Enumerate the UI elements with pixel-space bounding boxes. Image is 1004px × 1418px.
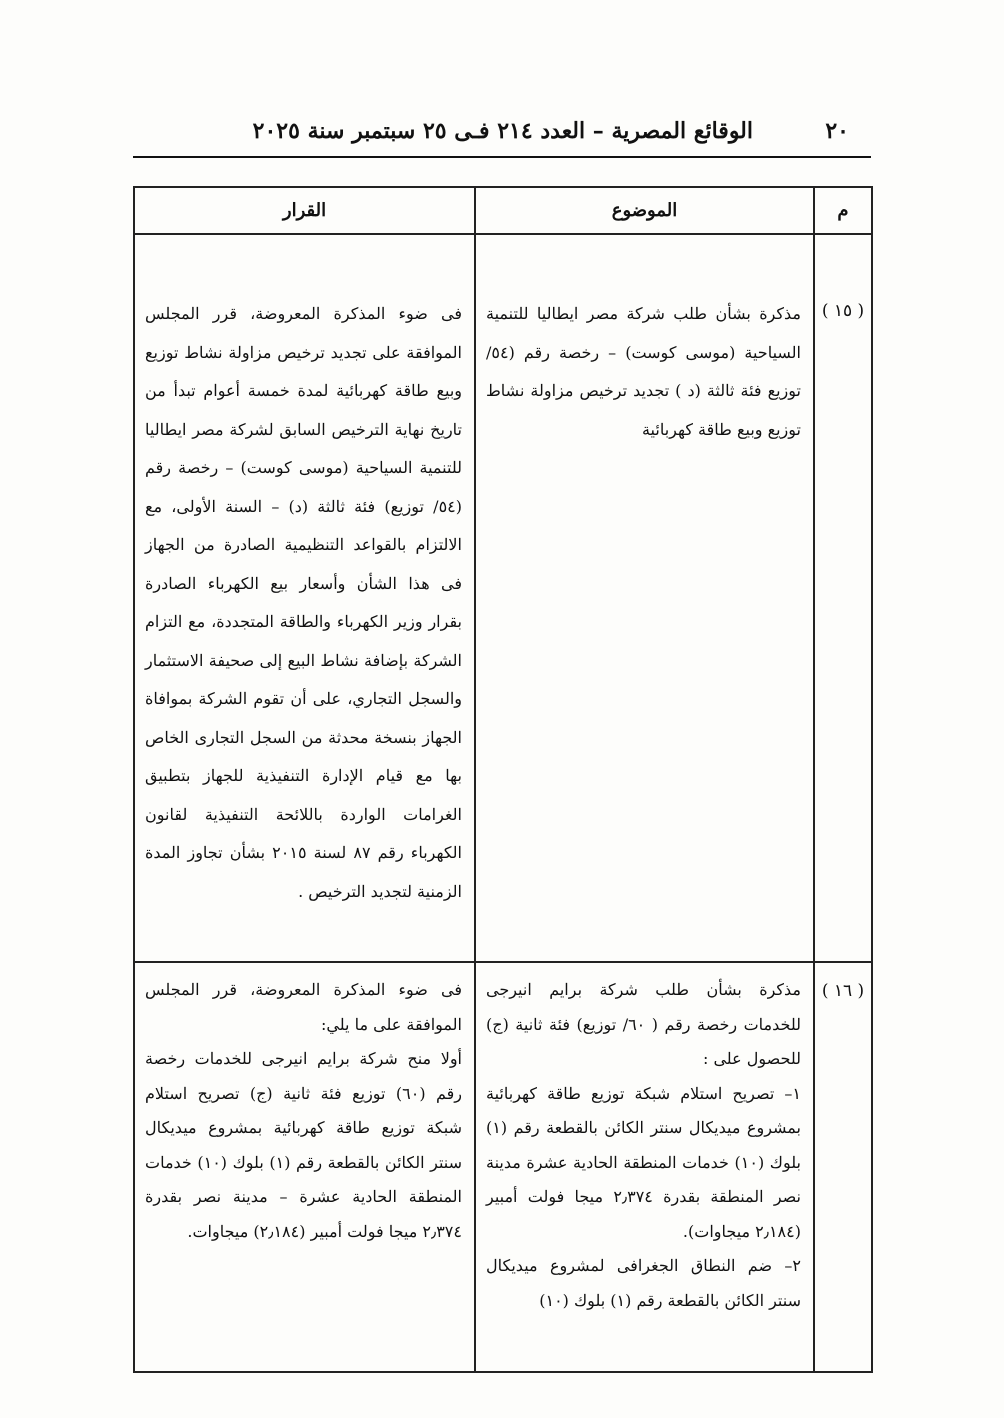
subject-paragraph: مذكرة بشأن طلب شركة برايم انيرجى للخدمات رخصة رقم ( ٦٠/ توزيع) فئة ثانية (ج) للحصول على : [486, 980, 801, 1068]
decision-paragraph: فى ضوء المذكرة المعروضة، قرر المجلس الموافقة على ما يلي: [145, 980, 462, 1034]
page-number: ٢٠ [825, 118, 849, 144]
row-number: ( ١٦ ) [814, 962, 872, 1372]
subject-paragraph: ٢– ضم النطاق الجغرافى لمشروع ميديكال سنتر الكائن بالقطعة رقم (١) بلوك (١٠) [486, 1256, 801, 1310]
page-header [133, 112, 871, 158]
table-row [134, 962, 872, 1372]
column-header-subject: الموضوع [475, 187, 814, 234]
decision-cell [134, 962, 475, 1372]
journal-title: الوقائع المصرية – العدد ٢١٤ فـى ٢٥ سبتمبر سنة ٢٠٢٥ [252, 118, 753, 144]
decision-paragraph: أولا منح شركة برايم انيرجى للخدمات رخصة رقم (٦٠) توزيع فئة ثانية (ج) تصريح استلام شبكة توزيع طاقة كهربائية بمشروع ميديكال سنتر الكائن بالقطعة رقم (١) بلوك (١٠) خدمات المنطقة الحادية عشرة – مدينة نصر بقدرة ٢٫٣٧٤ ميجا فولت أمبير (٢٫١٨٤) ميجاوات. [145, 1049, 463, 1241]
table-row [134, 234, 872, 962]
row-number: ( ١٥ ) [814, 234, 872, 962]
column-header-number: م [814, 187, 872, 234]
subject-paragraph: ١– تصريح استلام شبكة توزيع طاقة كهربائية بمشروع ميديكال سنتر الكائن بالقطعة رقم (١) بلوك (١٠) خدمات المنطقة الحادية عشرة مدينة نصر المنطقة بقدرة ٢٫٣٧٤ ميجا فولت أمبير (٢٫١٨٤ ميجاوات). [486, 1083, 802, 1241]
subject-cell [475, 234, 814, 962]
decision-cell [134, 234, 475, 962]
decisions-table [133, 186, 873, 1373]
decision-text: فى ضوء المذكرة المعروضة، قرر المجلس الموافقة على تجديد ترخيص مزاولة نشاط توزيع وبيع طاقة كهربائية لمدة خمسة أعوام تبدأ من تاريخ نهاية الترخيص السابق لشركة مصر ايطاليا للتنمية السياحية (موسى كوست) – رخصة رقم (٥٤/ توزيع) فئة ثالثة (د) – السنة الأولى، مع الالتزام بالقواعد التنظيمية الصادرة من الجهاز فى هذا الشأن وأسعار بيع الكهرباء الصادرة بقرار وزير الكهرباء والطاقة المتجددة، مع التزام الشركة بإضافة نشاط البيع إلى صحيفة الاستثمار والسجل التجاري، على أن تقوم الشركة بموافاة الجهاز بنسخة محدثة من السجل التجارى الخاص بها مع قيام الإدارة التنفيذية للجهاز بتطبيق الغرامات الواردة باللائحة التنفيذية لقانون الكهرباء رقم ٨٧ لسنة ٢٠١٥ بشأن تجاوز المدة الزمنية لتجديد الترخيص . [145, 304, 462, 901]
subject-text: مذكرة بشأن طلب شركة مصر ايطاليا للتنمية السياحية (موسى كوست) – رخصة رقم (٥٤/ توزيع فئة ثالثة (د ) تجديد ترخيص مزاولة نشاط توزيع وبيع طاقة كهربائية [486, 304, 801, 439]
column-header-decision: القرار [134, 187, 475, 234]
table-header-row [134, 187, 872, 234]
subject-cell [475, 962, 814, 1372]
